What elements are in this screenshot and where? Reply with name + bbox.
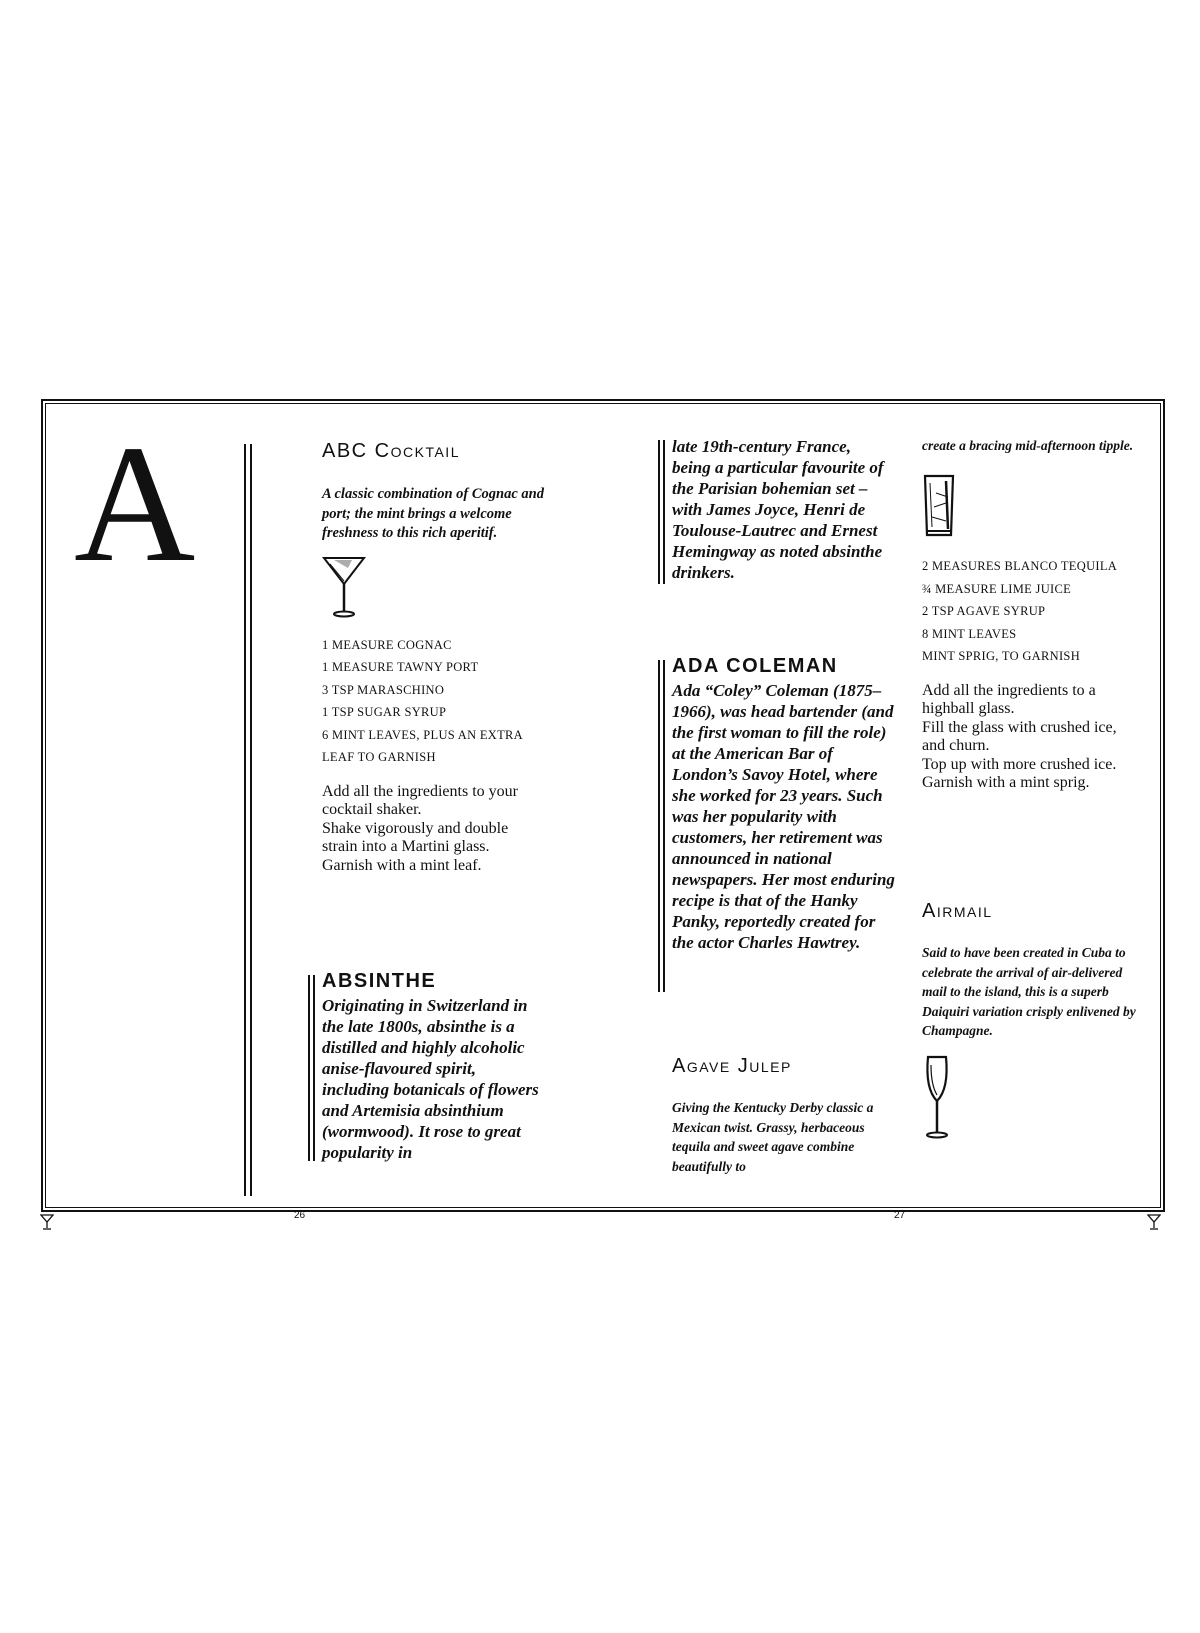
cocktail-glass-icon bbox=[1147, 1214, 1161, 1235]
feature-rule bbox=[658, 440, 660, 584]
recipe-method bbox=[322, 783, 537, 876]
ingredient-item: ¾ MEASURE LIME JUICE bbox=[922, 581, 1072, 596]
feature-title: ABSINTHE bbox=[322, 970, 437, 992]
feature-title: ADA COLEMAN bbox=[672, 655, 838, 677]
section-letter: A bbox=[74, 411, 196, 597]
ingredient-item: LEAF TO GARNISH bbox=[322, 750, 436, 764]
feature-rule bbox=[658, 660, 660, 992]
feature-rule-2 bbox=[663, 660, 665, 992]
method-step: Add all the ingredients to a highball glass. bbox=[922, 681, 1096, 717]
column-divider-rule-2 bbox=[250, 444, 252, 1196]
ingredient-list bbox=[322, 634, 562, 769]
feature-rule bbox=[308, 975, 310, 1161]
champagne-flute-icon bbox=[922, 1055, 1142, 1144]
ingredient-list bbox=[922, 555, 1142, 668]
page-number-left: 26 bbox=[294, 1210, 306, 1221]
recipe-method bbox=[922, 682, 1127, 793]
recipe-intro: Giving the Kentucky Derby classic a Mexican twist. Grassy, herbaceous tequila and sweet agave combine beautifully to bbox=[672, 1100, 874, 1174]
recipe-title: Airmail bbox=[922, 900, 993, 922]
recipe-agave-julep-continued bbox=[922, 436, 1142, 793]
method-step: Shake vigorously and double strain into a Martini glass. bbox=[322, 819, 509, 855]
ingredient-item: 8 MINT LEAVES bbox=[922, 626, 1017, 641]
martini-glass-icon bbox=[322, 554, 562, 620]
column-divider-rule bbox=[244, 444, 246, 1196]
recipe-intro: create a bracing mid-afternoon tipple. bbox=[922, 438, 1134, 453]
feature-rule-2 bbox=[313, 975, 315, 1161]
recipe-abc-cocktail bbox=[322, 440, 562, 875]
highball-glass-icon bbox=[922, 473, 1142, 541]
method-step: Fill the glass with crushed ice, and churn. bbox=[922, 718, 1117, 754]
feature-absinthe bbox=[322, 970, 542, 1163]
method-step: Top up with more crushed ice. bbox=[922, 755, 1117, 773]
ingredient-item: 2 TSP AGAVE SYRUP bbox=[922, 604, 1046, 618]
method-step: Garnish with a mint leaf. bbox=[322, 856, 482, 874]
ingredient-item: 1 MEASURE TAWNY PORT bbox=[322, 660, 479, 674]
ingredient-item: MINT SPRIG, TO GARNISH bbox=[922, 649, 1081, 663]
recipe-agave-julep bbox=[672, 1055, 900, 1176]
ingredient-item: 6 MINT LEAVES, PLUS AN EXTRA bbox=[322, 727, 524, 742]
feature-rule-2 bbox=[663, 440, 665, 584]
feature-text: late 19th-century France, being a particular favourite of the Parisian bohemian set – with James Joyce, Henri de Toulouse-Lautrec and Ernest Hemingway as noted absinthe drinkers. bbox=[672, 437, 884, 582]
cocktail-glass-icon bbox=[40, 1214, 54, 1235]
method-step: Garnish with a mint sprig. bbox=[922, 774, 1090, 791]
feature-text: Ada “Coley” Coleman (1875–1966), was head bartender (and the first woman to fill the role) at the American Bar of London’s Savoy Hotel, where she worked for 23 years. Such was her popularity with customers, her retirement was announced in national newspapers. Her most enduring recipe is that of the Hanky Panky, reportedly created for the actor Charles Hawtrey. bbox=[672, 681, 895, 952]
recipe-title: ABC Cocktail bbox=[322, 440, 460, 462]
recipe-intro: A classic combination of Cognac and port; the mint brings a welcome freshness to this rich aperitif. bbox=[322, 486, 544, 541]
ingredient-item: 3 TSP MARASCHINO bbox=[322, 682, 445, 697]
recipe-title: Agave Julep bbox=[672, 1055, 792, 1077]
feature-ada-coleman bbox=[672, 655, 898, 953]
recipe-airmail bbox=[922, 900, 1142, 1144]
feature-absinthe-continued bbox=[672, 436, 892, 583]
recipe-intro: Said to have been created in Cuba to celebrate the arrival of air-delivered mail to the island, this is a superb Daiquiri variation crisply enlivened by Champagne. bbox=[922, 945, 1136, 1038]
ingredient-item: 2 MEASURES BLANCO TEQUILA bbox=[922, 559, 1118, 573]
method-step: Add all the ingredients to your cocktail shaker. bbox=[322, 782, 518, 818]
page-number-right: 27 bbox=[894, 1210, 906, 1221]
feature-text: Originating in Switzerland in the late 1800s, absinthe is a distilled and highly alcoholic anise-flavoured spirit, including botanicals of flowers and Artemisia absinthium (wormwood). It rose to great popularity in bbox=[322, 996, 539, 1162]
ingredient-item: 1 MEASURE COGNAC bbox=[322, 637, 452, 652]
ingredient-item: 1 TSP SUGAR SYRUP bbox=[322, 705, 447, 719]
